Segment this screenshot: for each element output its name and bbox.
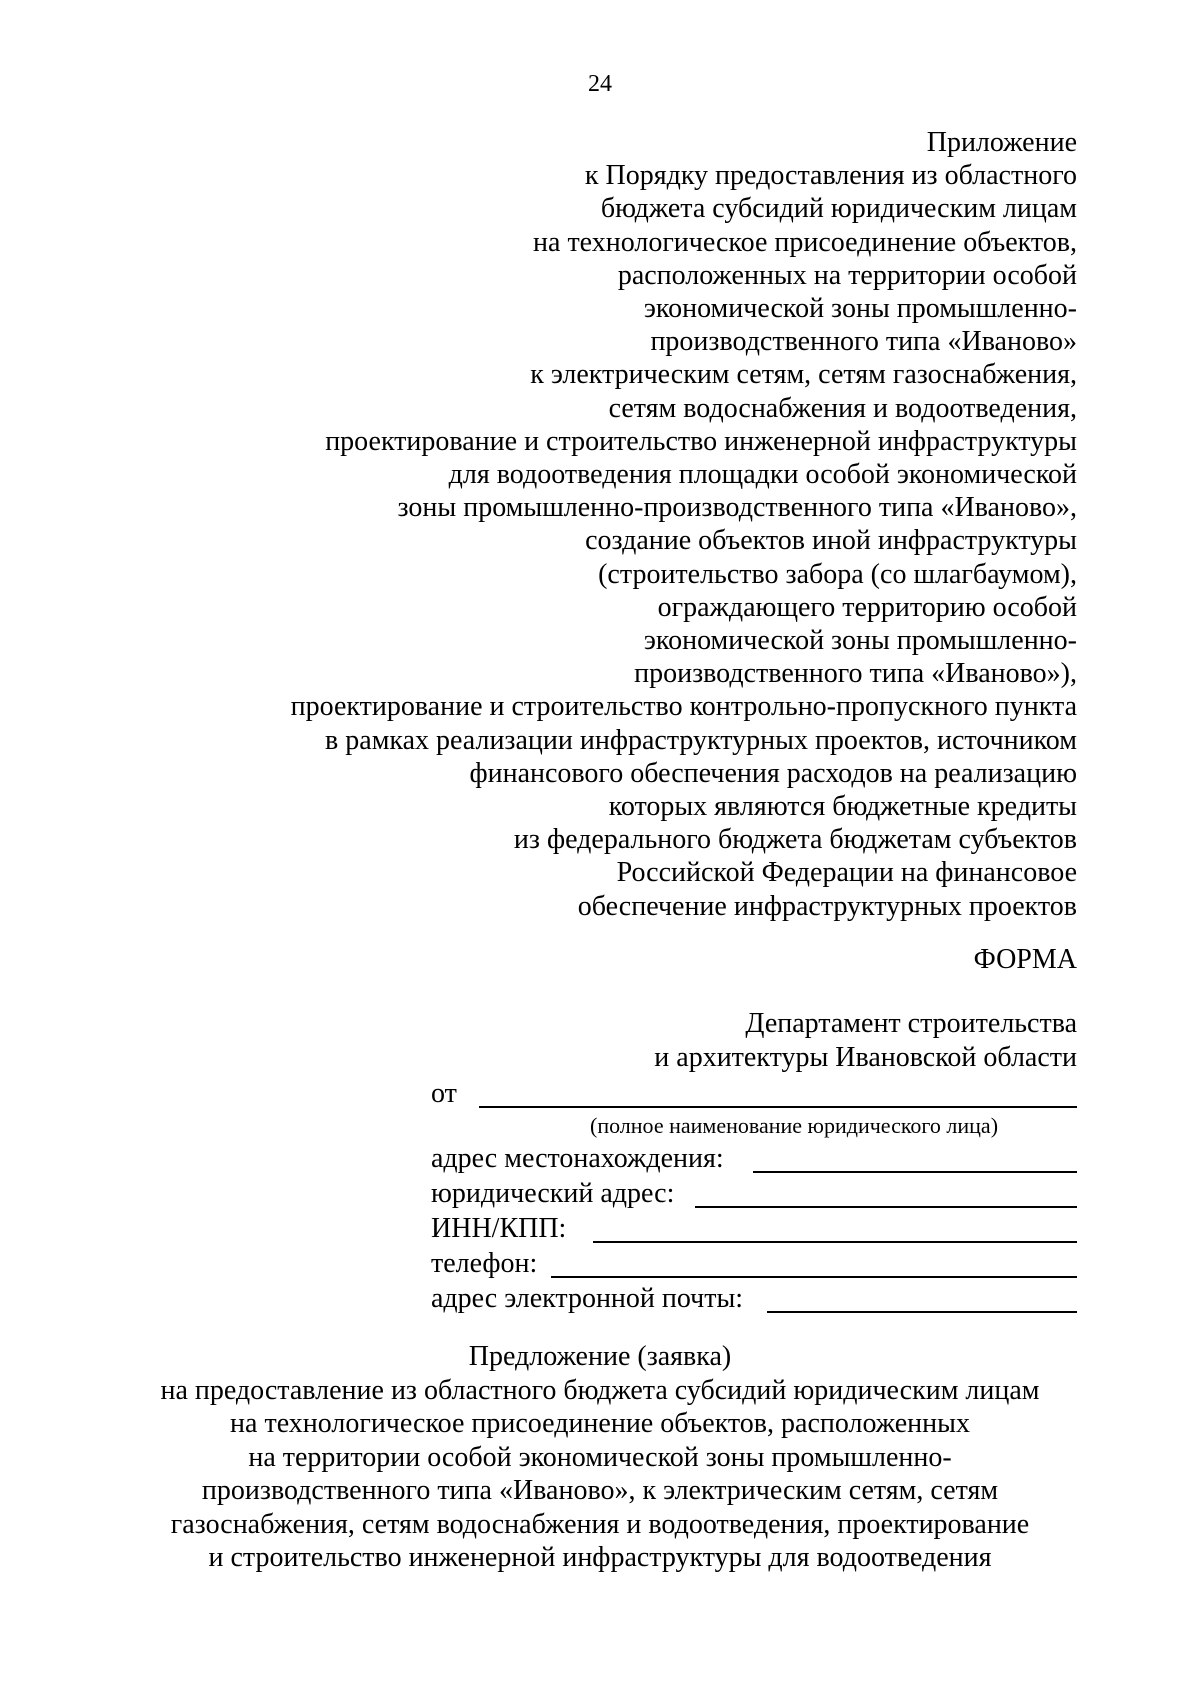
appendix-line: создание объектов иной инфраструктуры [585, 525, 1077, 557]
from-label: от [431, 1078, 457, 1109]
legal-address-label: юридический адрес: [431, 1178, 675, 1209]
inn-kpp-field [431, 1212, 1077, 1246]
appendix-line: на технологическое присоединение объектов, [533, 226, 1077, 258]
appendix-line: (строительство забора (со шлагбаумом), [598, 558, 1077, 590]
appendix-line: ограждающего территорию особой [657, 591, 1077, 623]
appendix-line: к Порядку предоставления из областного [584, 160, 1077, 192]
location-address-label: адрес местонахождения: [431, 1143, 724, 1174]
appendix-line: производственного типа «Иваново» [650, 326, 1077, 358]
legal-address-field [431, 1177, 1077, 1211]
phone-input-line[interactable] [551, 1276, 1077, 1278]
phone-field [431, 1247, 1077, 1281]
appendix-line: обеспечение инфраструктурных проектов [577, 890, 1077, 922]
appendix-header [77, 126, 1077, 923]
proposal-line: Предложение (заявка) [468, 1341, 732, 1372]
appendix-line: зоны промышленно-производственного типа «Иваново», [397, 492, 1077, 524]
appendix-line: финансового обеспечения расходов на реализацию [469, 757, 1077, 789]
recipient-line: и архитектуры Ивановской области [654, 1041, 1077, 1073]
location-address-input-line[interactable] [753, 1171, 1077, 1173]
appendix-line: которых являются бюджетные кредиты [608, 791, 1077, 823]
proposal-line: производственного типа «Иваново», к электрическим сетям, сетям [201, 1475, 999, 1506]
location-address-field [431, 1142, 1077, 1176]
from-field [431, 1077, 1077, 1111]
proposal-line: на территории особой экономической зоны промышленно- [248, 1441, 952, 1473]
form-label: ФОРМА [973, 944, 1077, 975]
appendix-line: Российской Федерации на финансовое [616, 857, 1077, 889]
phone-label: телефон: [431, 1248, 538, 1279]
recipient-line: Департамент строительства [745, 1008, 1077, 1039]
inn-kpp-label: ИНН/КПП: [431, 1213, 567, 1244]
proposal-line: на технологическое присоединение объектов, расположенных [230, 1408, 970, 1439]
appendix-line: сетям водоснабжения и водоотведения, [608, 392, 1077, 424]
proposal-title [0, 1340, 1200, 1575]
from-input-line[interactable] [479, 1106, 1077, 1108]
recipient-block [654, 1007, 1077, 1074]
appendix-line: проектирование и строительство контрольно-пропускного пункта [290, 691, 1077, 723]
appendix-line: производственного типа «Иваново»), [634, 658, 1077, 690]
appendix-line: в рамках реализации инфраструктурных проектов, источником [325, 724, 1077, 756]
page-number: 24 [588, 71, 612, 97]
proposal-line: на предоставление из областного бюджета субсидий юридическим лицам [160, 1374, 1040, 1406]
appendix-line: к электрическим сетям, сетям газоснабжения, [530, 359, 1077, 391]
proposal-line: газоснабжения, сетям водоснабжения и водоотведения, проектирование [170, 1508, 1030, 1540]
email-label: адрес электронной почты: [431, 1283, 744, 1314]
appendix-line: из федерального бюджета бюджетам субъектов [513, 824, 1077, 856]
appendix-line: бюджета субсидий юридическим лицам [600, 193, 1077, 225]
appendix-line: расположенных на территории особой [617, 259, 1077, 291]
email-input-line[interactable] [767, 1311, 1077, 1313]
from-hint: (полное наименование юридического лица) [590, 1113, 999, 1138]
appendix-line: экономической зоны промышленно- [643, 625, 1077, 657]
appendix-line: экономической зоны промышленно- [643, 293, 1077, 325]
appendix-line: проектирование и строительство инженерной инфраструктуры [325, 425, 1077, 457]
legal-address-input-line[interactable] [695, 1206, 1077, 1208]
proposal-line: и строительство инженерной инфраструктуры для водоотведения [208, 1542, 992, 1573]
inn-kpp-input-line[interactable] [593, 1241, 1077, 1243]
appendix-line: Приложение [926, 127, 1077, 158]
email-field [431, 1282, 1077, 1316]
appendix-line: для водоотведения площадки особой экономической [448, 459, 1077, 491]
